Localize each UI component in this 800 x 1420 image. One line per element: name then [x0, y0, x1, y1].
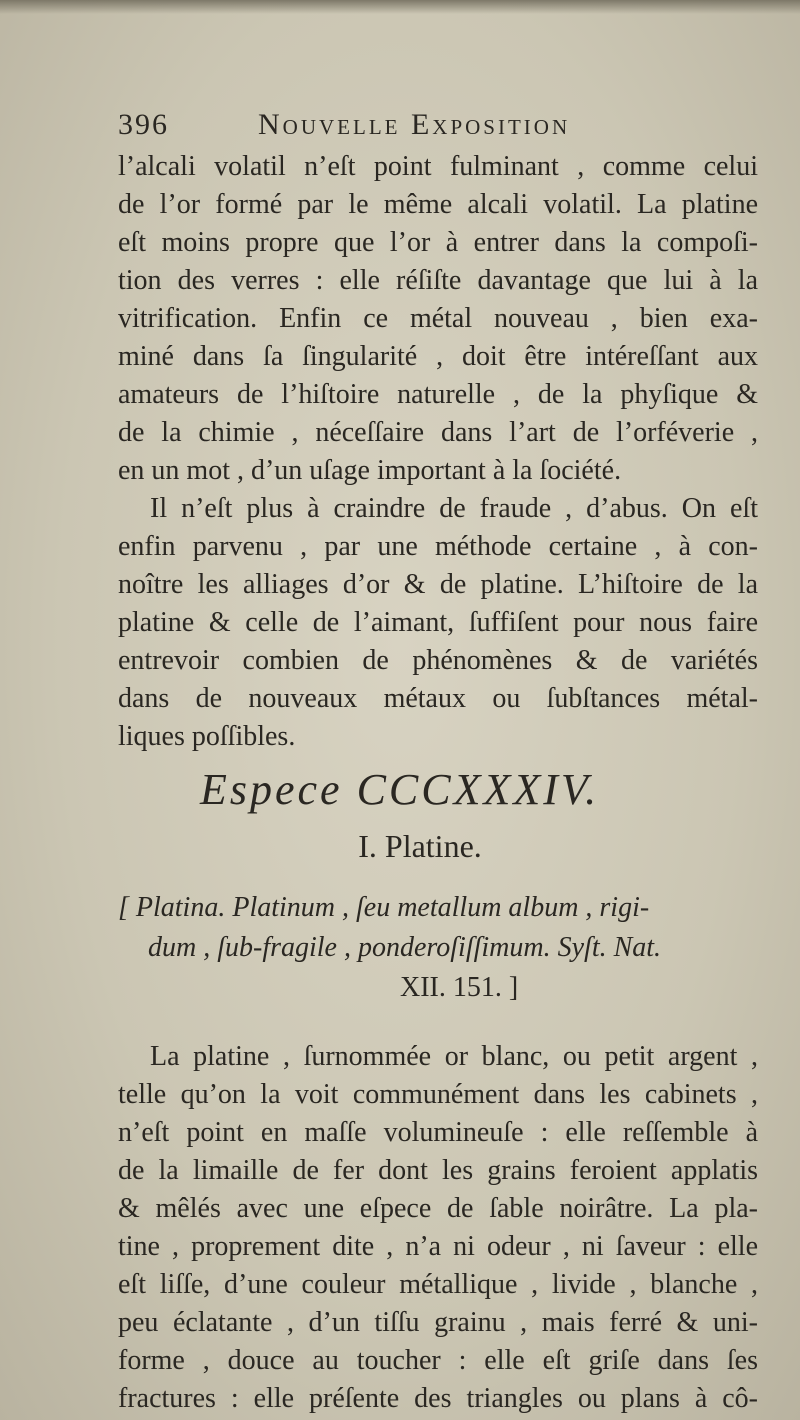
text-line: eſt liſſe, d’une couleur métallique , livide , blanche , [118, 1269, 758, 1300]
text-line: amateurs de l’hiſtoire naturelle , de la phyſique & [118, 379, 758, 410]
text-line: l’alcali volatil n’eſt point fulminant , comme celui [118, 151, 758, 182]
subheading: I. Platine. [358, 828, 482, 864]
text-line: de la limaille de fer dont les grains feroient applatis [118, 1155, 758, 1186]
text-line: forme , douce au toucher : elle eſt griſe dans ſes [118, 1345, 758, 1376]
text-line: La platine , ſurnommée or blanc, ou petit argent , [150, 1041, 758, 1072]
text-line: de la chimie , néceſſaire dans l’art de l’orféverie , [118, 417, 758, 448]
text-line: entrevoir combien de phénomènes & de variétés [118, 645, 758, 676]
text-line: platine & celle de l’aimant, ſuffiſent pour nous faire [118, 607, 758, 638]
running-header [118, 108, 758, 152]
text-line: miné dans ſa ſingularité , doit être intéreſſant aux [118, 341, 758, 372]
text-line: enfin parvenu , par une méthode certaine , à con- [118, 531, 758, 562]
text-line: Il n’eſt plus à craindre de fraude , d’abus. On eſt [150, 493, 758, 524]
synonymy-line: [ Platina. Platinum , ſeu metallum album , rigi- [118, 892, 650, 923]
text-line: peu éclatante , d’un tiſſu grainu , mais ferré & uni- [118, 1307, 758, 1338]
synonymy-line: XII. 151. ] [400, 972, 519, 1003]
page-number: 396 [118, 108, 169, 141]
text-line: tion des verres : elle réſiſte davantage que lui à la [118, 265, 758, 296]
text-line: telle qu’on la voit communément dans les cabinets , [118, 1079, 758, 1110]
text-line: tine , proprement dite , n’a ni odeur , ni ſaveur : elle [118, 1231, 758, 1262]
text-line: eſt moins propre que l’or à entrer dans la compoſi- [118, 227, 758, 258]
text-line: vitrification. Enfin ce métal nouveau , bien exa- [118, 303, 758, 334]
page-top-shadow [0, 0, 800, 14]
text-line: n’eſt point en maſſe volumineuſe : elle reſſemble à [118, 1117, 758, 1148]
text-line: de l’or formé par le même alcali volatil. La platine [118, 189, 758, 220]
text-line: en un mot , d’un uſage important à la ſociété. [118, 455, 622, 486]
text-line: noître les alliages d’or & de platine. L’hiſtoire de la [118, 569, 758, 600]
synonymy-line: dum , ſub-fragile , ponderoſiſſimum. Syſt. Nat. [148, 932, 662, 963]
text-line: dans de nouveaux métaux ou ſubſtances métal- [118, 683, 758, 714]
text-line: fractures : elle préſente des triangles ou plans à cô- [118, 1383, 758, 1414]
text-line: liques poſſibles. [118, 721, 296, 752]
text-line: & mêlés avec une eſpece de ſable noirâtre. La pla- [118, 1193, 758, 1224]
species-heading: Espece CCCXXXIV. [200, 765, 600, 814]
running-title: Nouvelle Exposition [258, 108, 571, 141]
